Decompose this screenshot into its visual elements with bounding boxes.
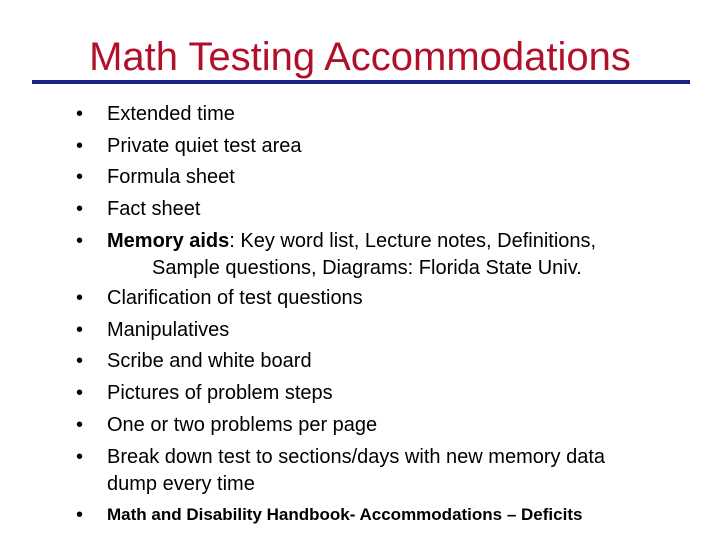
bullet: • bbox=[76, 319, 84, 341]
bullet: • bbox=[76, 504, 84, 526]
bullet: • bbox=[76, 350, 84, 372]
item-label: Memory aids bbox=[107, 230, 230, 252]
item-text: Clarification of test questions bbox=[107, 287, 363, 309]
item-text: Break down test to sections/days with new memory data bbox=[107, 446, 606, 468]
item-text: Fact sheet bbox=[107, 198, 201, 220]
bullet: • bbox=[76, 287, 84, 309]
bullet: • bbox=[76, 166, 84, 188]
item-text bbox=[107, 229, 596, 253]
bullet: • bbox=[76, 230, 84, 252]
item-text-rest: : Key word list, Lecture notes, Definitions, bbox=[229, 230, 597, 252]
item-text: Private quiet test area bbox=[107, 135, 302, 157]
item-continuation: Sample questions, Diagrams: Florida State Univ. bbox=[152, 257, 582, 279]
item-continuation: dump every time bbox=[107, 473, 255, 495]
item-text-citation: Math and Disability Handbook- Accommodations – Deficits bbox=[107, 505, 583, 524]
bullet: • bbox=[76, 103, 84, 125]
slide-title: Math Testing Accommodations bbox=[89, 35, 631, 79]
item-text: Manipulatives bbox=[107, 319, 230, 341]
item-text: Extended time bbox=[107, 103, 235, 125]
bullet: • bbox=[76, 382, 84, 404]
bullet: • bbox=[76, 135, 84, 157]
item-text: One or two problems per page bbox=[107, 414, 378, 436]
item-text: Pictures of problem steps bbox=[107, 382, 333, 404]
bullet: • bbox=[76, 414, 84, 436]
item-text: Scribe and white board bbox=[107, 350, 312, 372]
item-text: Formula sheet bbox=[107, 166, 235, 188]
bullet: • bbox=[76, 446, 84, 468]
bullet: • bbox=[76, 198, 84, 220]
